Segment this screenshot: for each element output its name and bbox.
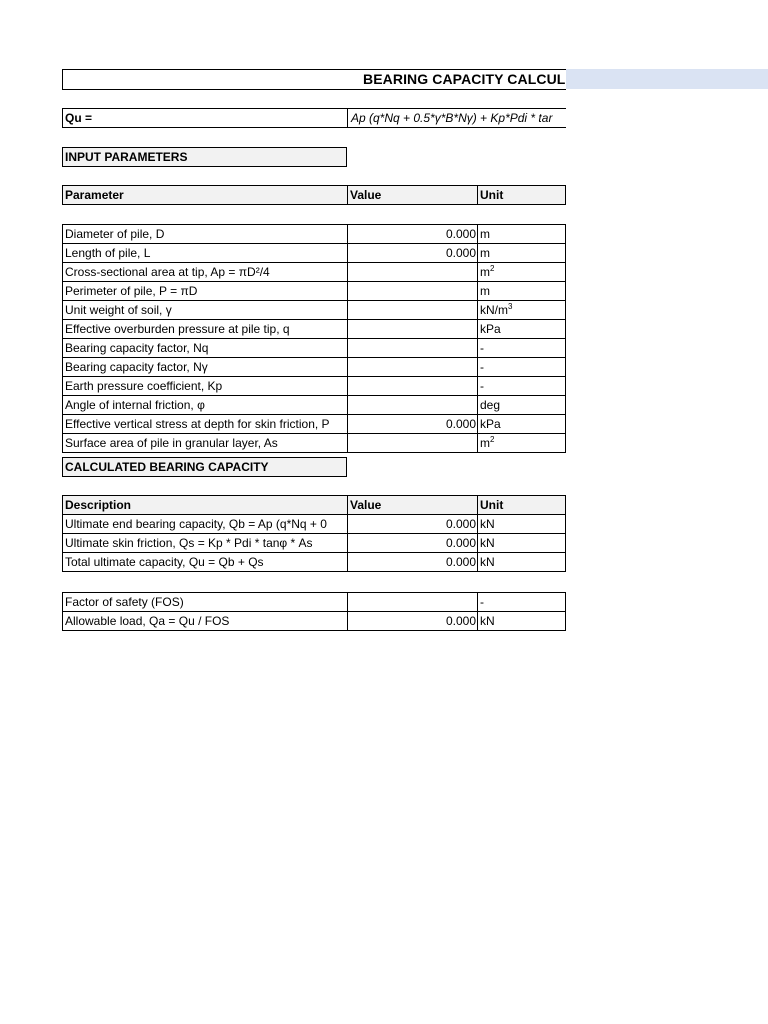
- header-parameter[interactable]: Parameter: [63, 186, 348, 205]
- parameter-table: [62, 224, 566, 453]
- unit-cell[interactable]: $m^2$: [478, 263, 566, 282]
- safety-table: [62, 592, 566, 631]
- parameter-row: [63, 225, 566, 244]
- parameter-row: [63, 282, 566, 301]
- header-value[interactable]: Value: [348, 186, 478, 205]
- label-cell[interactable]: Total ultimate capacity, Qu = Qb + Qs: [63, 553, 348, 572]
- label-cell[interactable]: Unit weight of soil, γ: [63, 301, 348, 320]
- value-cell[interactable]: 0.000: [348, 225, 478, 244]
- value-cell[interactable]: [348, 282, 478, 301]
- label-cell[interactable]: Allowable load, Qa = Qu / FOS: [63, 612, 348, 631]
- value-cell[interactable]: [348, 358, 478, 377]
- parameter-row: [63, 301, 566, 320]
- value-cell[interactable]: 0.000: [348, 612, 478, 631]
- title-cell[interactable]: [62, 69, 566, 90]
- safety-row: [63, 593, 566, 612]
- value-cell[interactable]: 0.000: [348, 534, 478, 553]
- header-description[interactable]: Description: [63, 496, 348, 515]
- value-cell[interactable]: 0.000: [348, 553, 478, 572]
- parameter-row: [63, 396, 566, 415]
- value-cell[interactable]: 0.000: [348, 415, 478, 434]
- formula-row[interactable]: [62, 108, 566, 128]
- title-highlight-band: [566, 69, 768, 89]
- label-cell[interactable]: Surface area of pile in granular layer, As: [63, 434, 348, 453]
- header-unit[interactable]: Unit: [478, 496, 566, 515]
- label-cell[interactable]: Ultimate skin friction, Qs = Kp * Pdi * tanφ * As: [63, 534, 348, 553]
- parameter-row: [63, 244, 566, 263]
- value-cell[interactable]: [348, 320, 478, 339]
- result-row: [63, 534, 566, 553]
- unit-cell[interactable]: -: [478, 593, 566, 612]
- unit-cell[interactable]: $kN/m^3$: [478, 301, 566, 320]
- page-title: BEARING CAPACITY CALCUL: [363, 71, 566, 87]
- formula-divider: [347, 109, 348, 127]
- parameter-row: [63, 339, 566, 358]
- header-unit[interactable]: Unit: [478, 186, 566, 205]
- label-cell[interactable]: Effective vertical stress at depth for skin friction, P: [63, 415, 348, 434]
- parameter-row: [63, 377, 566, 396]
- label-cell[interactable]: Bearing capacity factor, Nγ: [63, 358, 348, 377]
- parameter-row: [63, 263, 566, 282]
- label-cell[interactable]: Bearing capacity factor, Nq: [63, 339, 348, 358]
- unit-cell[interactable]: kN: [478, 612, 566, 631]
- unit-cell[interactable]: deg: [478, 396, 566, 415]
- unit-cell[interactable]: kPa: [478, 320, 566, 339]
- parameter-header-table: [62, 185, 566, 205]
- unit-cell[interactable]: kPa: [478, 415, 566, 434]
- value-cell[interactable]: [348, 339, 478, 358]
- label-cell[interactable]: Diameter of pile, D: [63, 225, 348, 244]
- unit-cell[interactable]: kN: [478, 534, 566, 553]
- table-header-row: [63, 496, 566, 515]
- unit-cell[interactable]: -: [478, 377, 566, 396]
- label-cell[interactable]: Perimeter of pile, P = πD: [63, 282, 348, 301]
- input-parameters-heading[interactable]: INPUT PARAMETERS: [62, 147, 347, 167]
- label-cell[interactable]: Length of pile, L: [63, 244, 348, 263]
- safety-rows: [63, 593, 566, 631]
- value-cell[interactable]: [348, 396, 478, 415]
- label-cell[interactable]: Factor of safety (FOS): [63, 593, 348, 612]
- results-rows: [63, 496, 566, 572]
- unit-cell[interactable]: m: [478, 244, 566, 263]
- parameter-rows: [63, 225, 566, 453]
- unit-cell[interactable]: kN: [478, 553, 566, 572]
- value-cell[interactable]: [348, 301, 478, 320]
- unit-cell[interactable]: -: [478, 358, 566, 377]
- parameter-row: [63, 434, 566, 453]
- header-value[interactable]: Value: [348, 496, 478, 515]
- formula-expression: Ap (q*Nq + 0.5*γ*B*Nγ) + Kp*Pdi * tar: [351, 111, 553, 125]
- parameter-row: [63, 358, 566, 377]
- label-cell[interactable]: Ultimate end bearing capacity, Qb = Ap (q*Nq + 0: [63, 515, 348, 534]
- results-table: [62, 495, 566, 572]
- value-cell[interactable]: [348, 593, 478, 612]
- value-cell[interactable]: [348, 263, 478, 282]
- table-header-row: [63, 186, 566, 205]
- unit-cell[interactable]: kN: [478, 515, 566, 534]
- value-cell[interactable]: [348, 377, 478, 396]
- label-cell[interactable]: Earth pressure coefficient, Kp: [63, 377, 348, 396]
- unit-cell[interactable]: $m^2$: [478, 434, 566, 453]
- label-cell[interactable]: Effective overburden pressure at pile tip, q: [63, 320, 348, 339]
- formula-label: Qu =: [65, 111, 93, 125]
- unit-cell[interactable]: m: [478, 282, 566, 301]
- calculated-capacity-heading[interactable]: CALCULATED BEARING CAPACITY: [62, 457, 347, 477]
- value-cell[interactable]: 0.000: [348, 515, 478, 534]
- safety-row: [63, 612, 566, 631]
- label-cell[interactable]: Cross-sectional area at tip, Ap = πD²/4: [63, 263, 348, 282]
- unit-cell[interactable]: m: [478, 225, 566, 244]
- unit-cell[interactable]: -: [478, 339, 566, 358]
- parameter-row: [63, 320, 566, 339]
- label-cell[interactable]: Angle of internal friction, φ: [63, 396, 348, 415]
- result-row: [63, 553, 566, 572]
- parameter-row: [63, 415, 566, 434]
- result-row: [63, 515, 566, 534]
- value-cell[interactable]: 0.000: [348, 244, 478, 263]
- value-cell[interactable]: [348, 434, 478, 453]
